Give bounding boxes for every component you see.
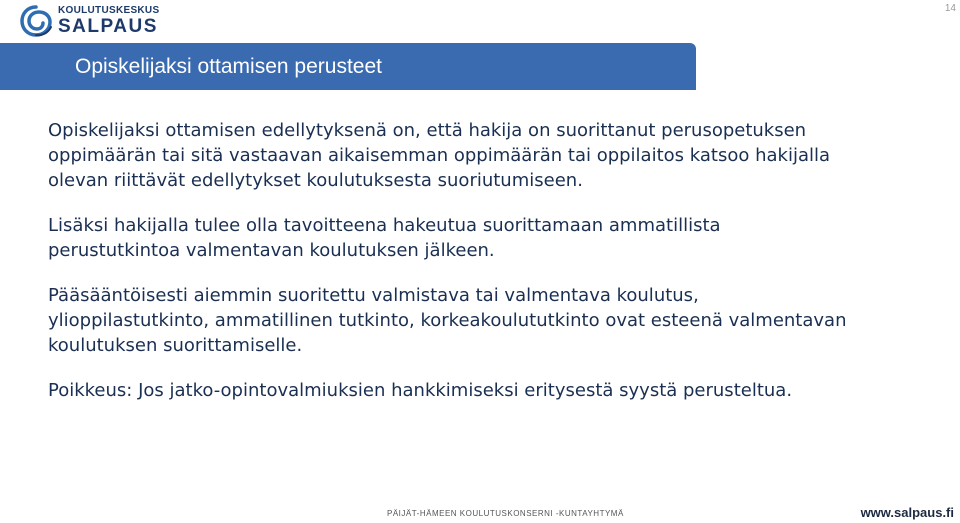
slide-content [48, 118, 848, 403]
logo-line2: SALPAUS [58, 16, 158, 37]
title-bar [0, 43, 696, 90]
paragraph-3: Pääsääntöisesti aiemmin suoritettu valmistava tai valmentava koulutus, ylioppilastutkinto, ammatillinen tutkinto, korkeakoulututkinto ovat esteenä valmentavan koulutuksen suorittamiselle. [48, 285, 847, 356]
paragraph-1: Opiskelijaksi ottamisen edellytyksenä on, että hakija on suorittanut perusopetuksen oppimäärän tai sitä vastaavan aikaisemman oppimäärän tai oppilaitos katsoo hakijalla olevan riittävät edellytykset koulutuksesta suoriutumiseen. [48, 120, 831, 191]
footer-organization: PÄIJÄT-HÄMEEN KOULUTUSKONSERNI -KUNTAYHTYMÄ [387, 509, 624, 518]
paragraph-4: Poikkeus: Jos jatko-opintovalmiuksien hankkimiseksi eritysestä syystä perusteltua. [48, 380, 793, 401]
logo-line1: KOULUTUSKESKUS [58, 5, 160, 16]
page-number: 14 [944, 3, 956, 14]
slide-title: Opiskelijaksi ottamisen perusteet [75, 55, 382, 78]
salpaus-swirl-icon [18, 3, 54, 39]
footer-url[interactable]: www.salpaus.fi [860, 505, 954, 520]
logo-text [58, 6, 159, 36]
salpaus-logo [18, 3, 159, 39]
paragraph-2: Lisäksi hakijalla tulee olla tavoitteena hakeutua suorittamaan ammatillista perustutkintoa valmentavan koulutuksen jälkeen. [48, 215, 721, 261]
